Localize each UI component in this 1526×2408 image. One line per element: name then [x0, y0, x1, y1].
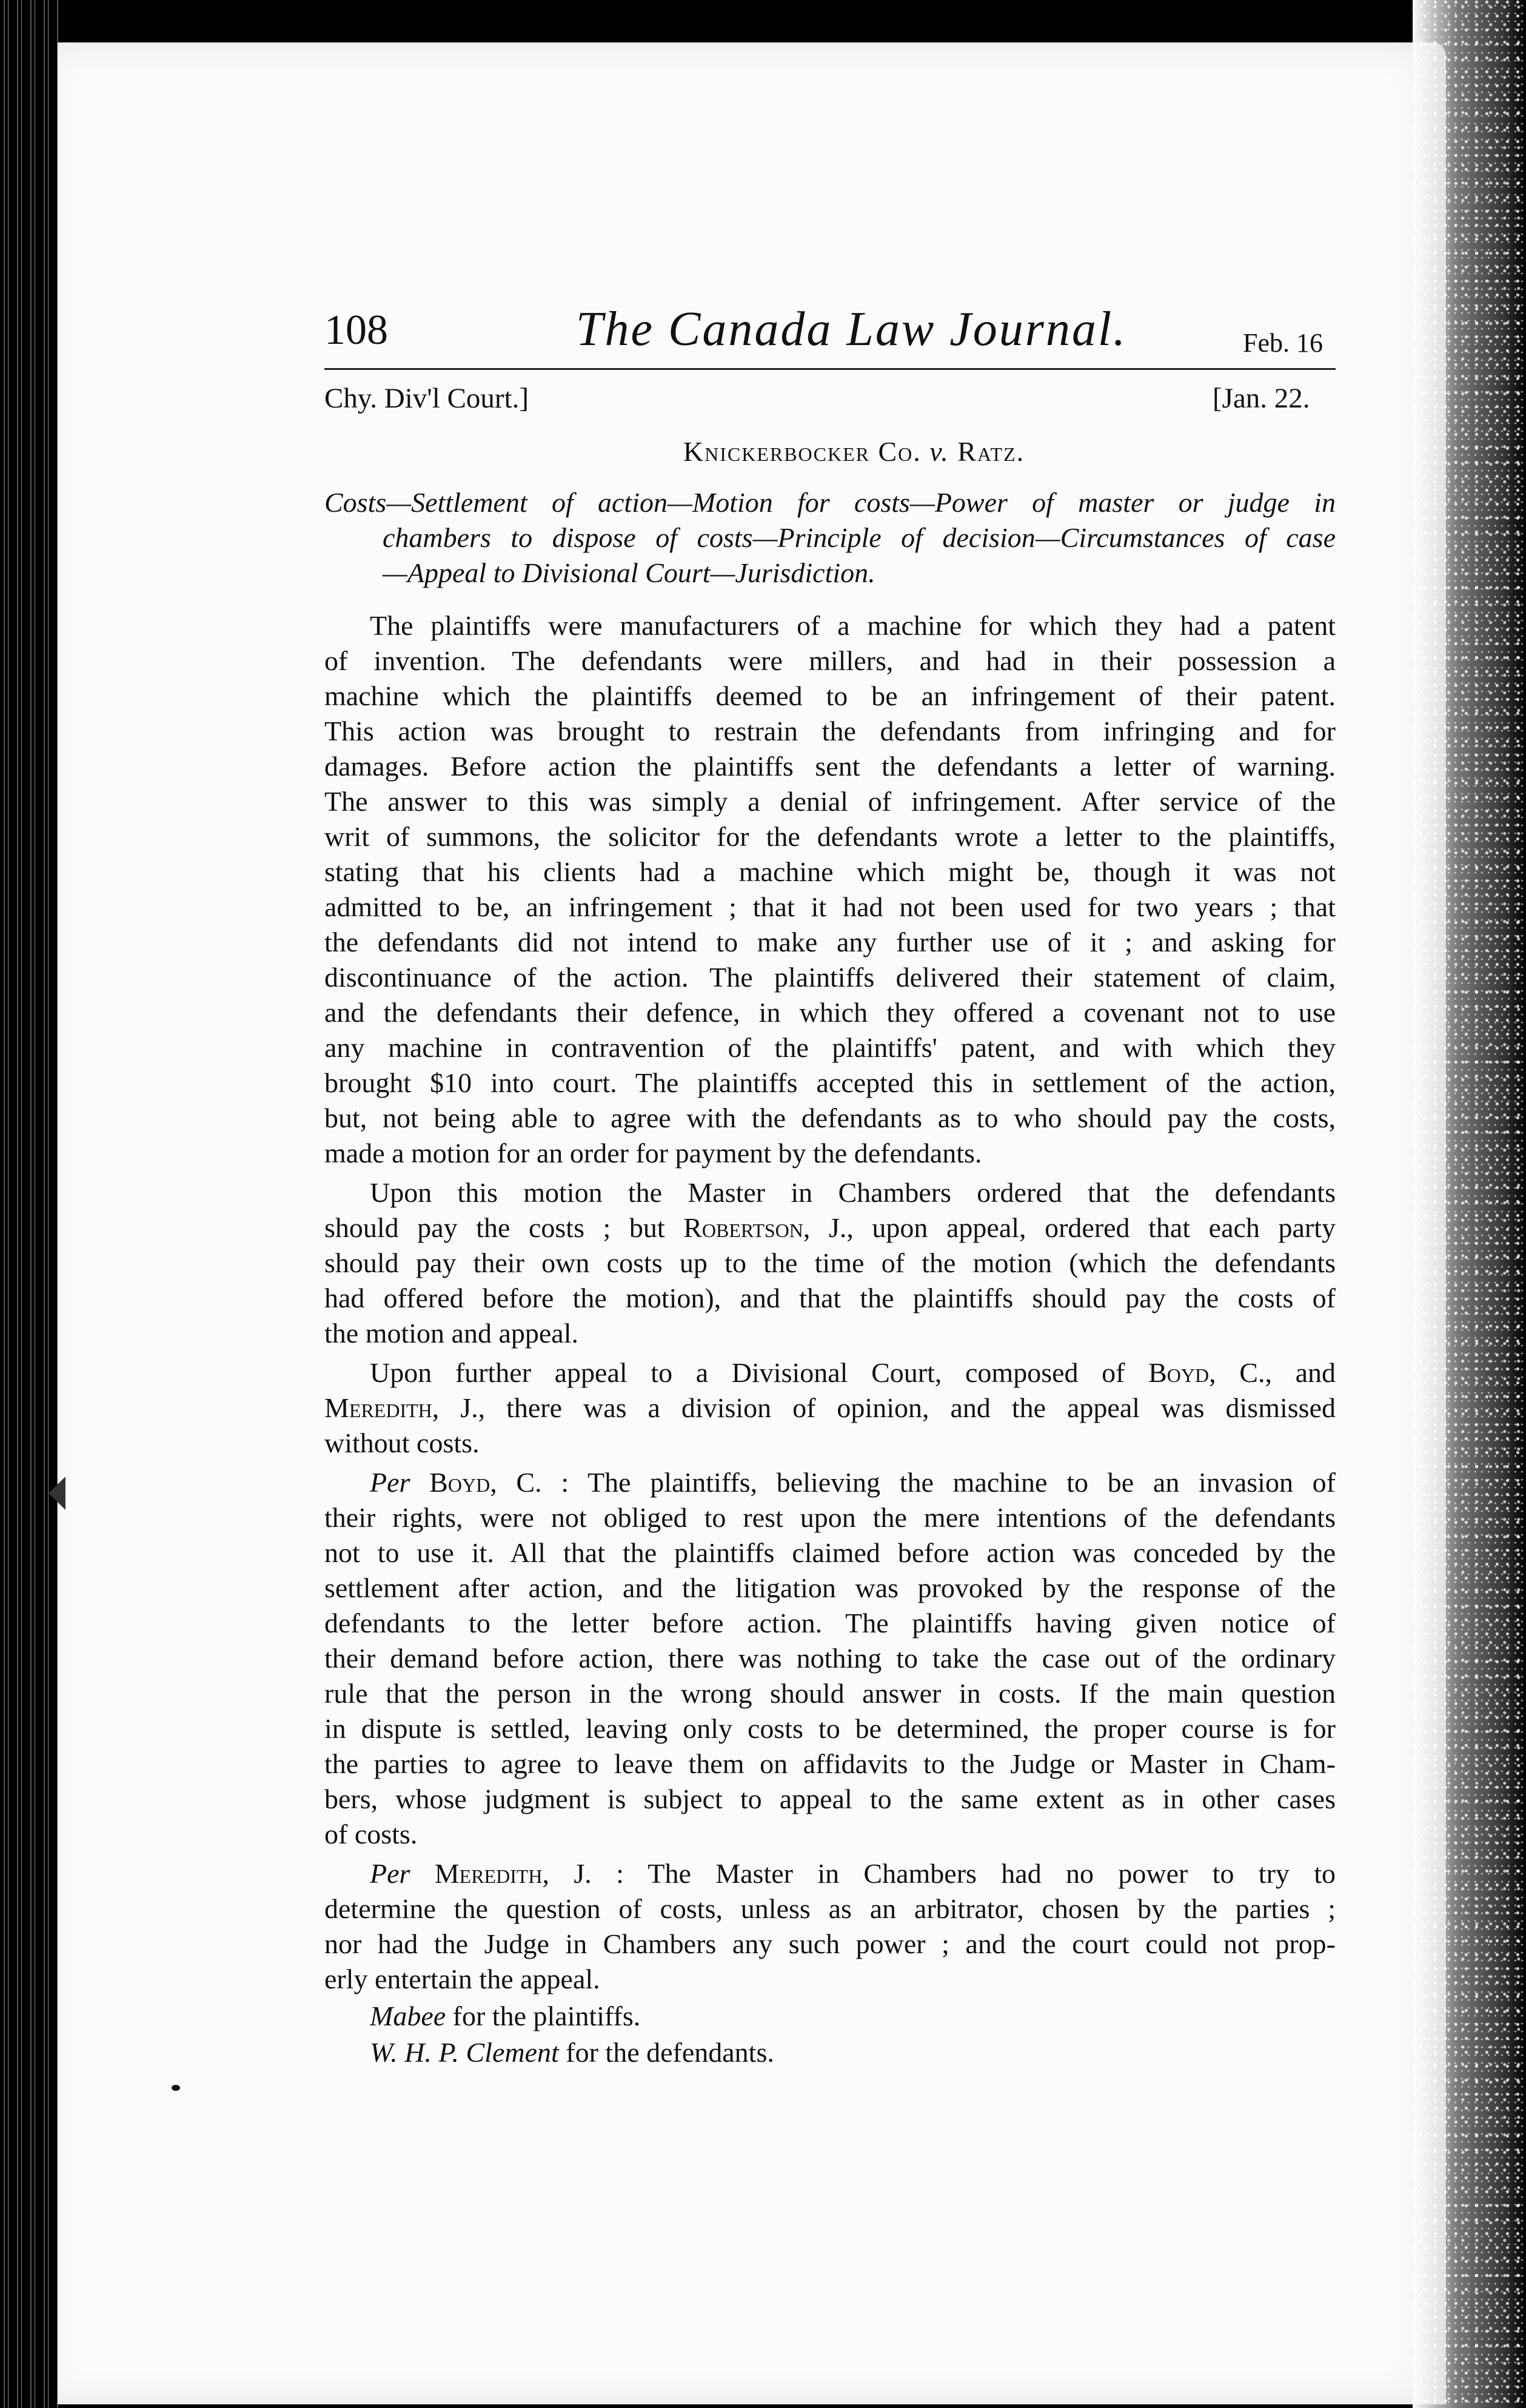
body-line: discontinuance of the action. The plaintiffs delivered their statement of claim, [324, 962, 1336, 993]
judge-name: Meredith [434, 1858, 543, 1889]
judge-name: Robertson [683, 1212, 803, 1243]
judge-name: Boyd [1148, 1357, 1210, 1388]
body-line: The answer to this was simply a denial of infringement. After service of the [324, 786, 1336, 817]
counsel-name: W. H. P. Clement [370, 2037, 559, 2068]
body-line: had offered before the motion), and that the plaintiffs should pay the costs of [324, 1283, 1336, 1313]
journal-title: The Canada Law Journal. [576, 303, 1128, 356]
headnote-line: —Appeal to Divisional Court—Jurisdiction. [383, 557, 875, 588]
body-line: admitted to be, an infringement ; that it had not been used for two years ; that [324, 891, 1336, 922]
court-name: Chy. Div'l Court.] [324, 383, 529, 414]
body-line: The plaintiffs were manufacturers of a machine for which they had a patent [370, 610, 1336, 641]
body-line: Meredith, J., there was a division of opinion, and the appeal was dismissed [324, 1392, 1336, 1423]
body-line: writ of summons, the solicitor for the defendants wrote a letter to the plaintiffs, [324, 821, 1336, 852]
headnote-line: chambers to dispose of costs—Principle of decision—Circumstances of case [383, 522, 1336, 553]
case-title-plaintiff: Knickerbocker Co. [683, 436, 922, 467]
body-line: Upon this motion the Master in Chambers ordered that the defendants [370, 1177, 1336, 1208]
body-line: not to use it. All that the plaintiffs claimed before action was conceded by the [324, 1537, 1336, 1568]
case-title-versus: v. [929, 436, 949, 467]
body-line: the parties to agree to leave them on affidavits to the Judge or Master in Cham- [324, 1748, 1336, 1779]
body-line: erly entertain the appeal. [324, 1964, 600, 1994]
body-line: should pay the costs ; but Robertson, J., upon appeal, ordered that each party [324, 1212, 1336, 1243]
judge-name: Boyd [429, 1467, 490, 1498]
body-line: in dispute is settled, leaving only costs to be determined, the proper course is for [324, 1713, 1336, 1744]
case-title-defendant: Ratz. [957, 436, 1025, 467]
left-scan-edge [0, 0, 61, 2408]
body-line: their demand before action, there was nothing to take the case out of the ordinary [324, 1643, 1336, 1674]
headnote-line: Costs—Settlement of action—Motion for costs—Power of master or judge in [324, 487, 1336, 518]
body-line: of costs. [324, 1819, 418, 1850]
page-number: 108 [324, 307, 388, 354]
body-line: the defendants did not intend to make any further use of it ; and asking for [324, 927, 1336, 957]
body-line: defendants to the letter before action. The plaintiffs having given notice of [324, 1608, 1336, 1638]
body-line: damages. Before action the plaintiffs sent the defendants a letter of warning. [324, 751, 1336, 782]
body-line: settlement after action, and the litigation was provoked by the response of the [324, 1572, 1336, 1603]
body-line: brought $10 into court. The plaintiffs accepted this in settlement of the action, [324, 1067, 1336, 1098]
body-line: machine which the plaintiffs deemed to be an infringement of their patent. [324, 680, 1336, 711]
body-line: rule that the person in the wrong should answer in costs. If the main question [324, 1678, 1336, 1709]
counsel-line: W. H. P. Clement for the defendants. [370, 2037, 774, 2068]
body-line: should pay their own costs up to the time of the motion (which the defendants [324, 1247, 1336, 1278]
body-line: Per Boyd, C. : The plaintiffs, believing the machine to be an invasion of [370, 1467, 1336, 1498]
body-line: their rights, were not obliged to rest upon the mere intentions of the defendants [324, 1502, 1336, 1533]
judge-name: Meredith [324, 1392, 432, 1423]
case-title [0, 435, 1526, 468]
header-rule [324, 368, 1336, 370]
body-line: without costs. [324, 1427, 480, 1458]
header-date: Feb. 16 [1243, 328, 1323, 358]
counsel-name: Mabee [370, 2001, 446, 2031]
body-line: the motion and appeal. [324, 1318, 578, 1349]
body-line: made a motion for an order for payment by the defendants. [324, 1138, 982, 1169]
headnote [324, 485, 1336, 591]
body-line: This action was brought to restrain the defendants from infringing and for [324, 716, 1336, 746]
body-line: determine the question of costs, unless as an arbitrator, chosen by the parties ; [324, 1893, 1336, 1924]
body-line: Upon further appeal to a Divisional Court, composed of Boyd, C., and [370, 1357, 1336, 1388]
body-line: but, not being able to agree with the defendants as to who should pay the costs, [324, 1102, 1336, 1133]
stray-ink-mark [172, 2085, 180, 2091]
decision-date: [Jan. 22. [1213, 383, 1310, 414]
body-line: any machine in contravention of the plaintiffs' patent, and with which they [324, 1032, 1336, 1063]
body-line: bers, whose judgment is subject to appeal to the same extent as in other cases [324, 1783, 1336, 1814]
body-line: stating that his clients had a machine which might be, though it was not [324, 856, 1336, 887]
body-line: nor had the Judge in Chambers any such power ; and the court could not prop- [324, 1928, 1336, 1959]
body-line: and the defendants their defence, in which they offered a covenant not to use [324, 997, 1336, 1028]
counsel-line: Mabee for the plaintiffs. [370, 2001, 641, 2031]
body-line: of invention. The defendants were millers, and had in their possession a [324, 645, 1336, 676]
body-line: Per Meredith, J. : The Master in Chambers had no power to try to [370, 1858, 1336, 1889]
right-scan-edge [1413, 0, 1526, 2408]
